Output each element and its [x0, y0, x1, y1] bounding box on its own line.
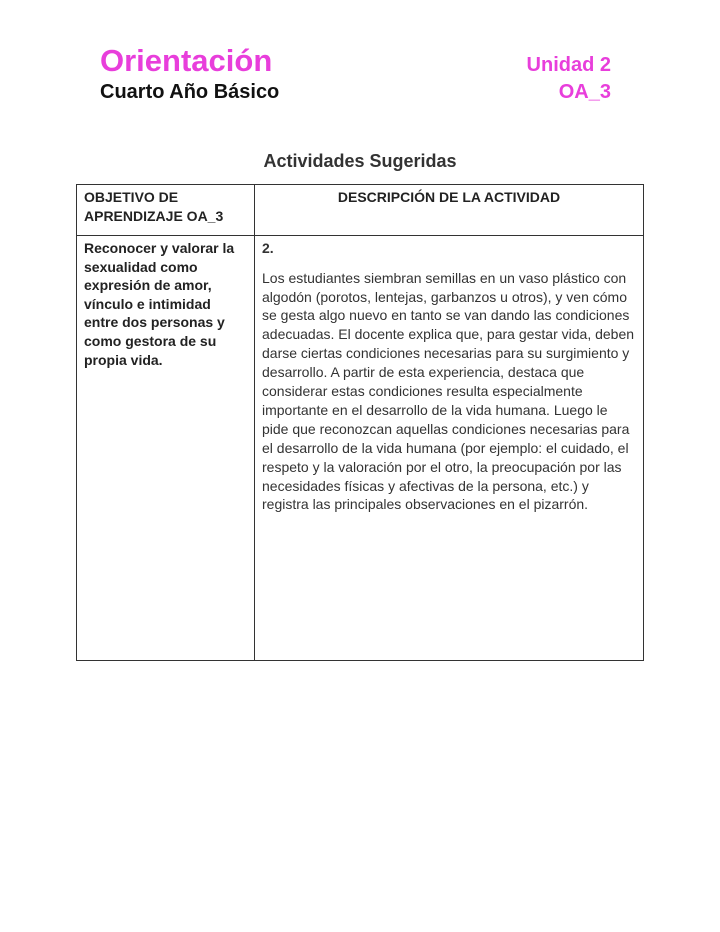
table-header-row: [77, 185, 644, 236]
subject-title: Orientación: [100, 43, 273, 78]
unit-title: Unidad 2: [526, 54, 611, 76]
oa-code: OA_3: [558, 81, 611, 103]
header-objective: OBJETIVO DE APRENDIZAJE OA_3: [77, 185, 255, 236]
table-row: [77, 236, 644, 661]
description-cell: [255, 236, 644, 661]
section-title: Actividades Sugeridas: [263, 151, 457, 171]
grade-title: Cuarto Año Básico: [100, 81, 280, 103]
activity-description: Los estudiantes siembran semillas en un vaso plástico con algodón (porotos, lentejas, garbanzos u otros), y ven cómo se gesta algo nuevo en tanto se van dando las condiciones adecuadas. El docente explica que, para gestar vida, deben darse ciertas condiciones necesarias para su surgimiento y desarrollo. A partir de esta experiencia, destaca que considerar estas condiciones resulta especialmente importante en el desarrollo de la vida humana. Luego le pide que reconozcan aquellas condiciones necesarias para el desarrollo de la vida humana (por ejemplo: el cuidado, el respeto y la valoración por el otro, la preocupación por las necesidades físicas y afectivas de la persona, etc.) y registra las principales observaciones en el pizarrón.: [262, 269, 635, 513]
objective-cell: Reconocer y valorar la sexualidad como expresión de amor, vínculo e intimidad entre dos personas y como gestora de su propia vida.: [77, 236, 255, 661]
activity-table: [76, 184, 644, 661]
header-right: [527, 42, 611, 104]
header-left: [100, 42, 279, 104]
activity-number: 2.: [262, 240, 274, 256]
header-description: DESCRIPCIÓN DE LA ACTIVIDAD: [255, 185, 644, 236]
